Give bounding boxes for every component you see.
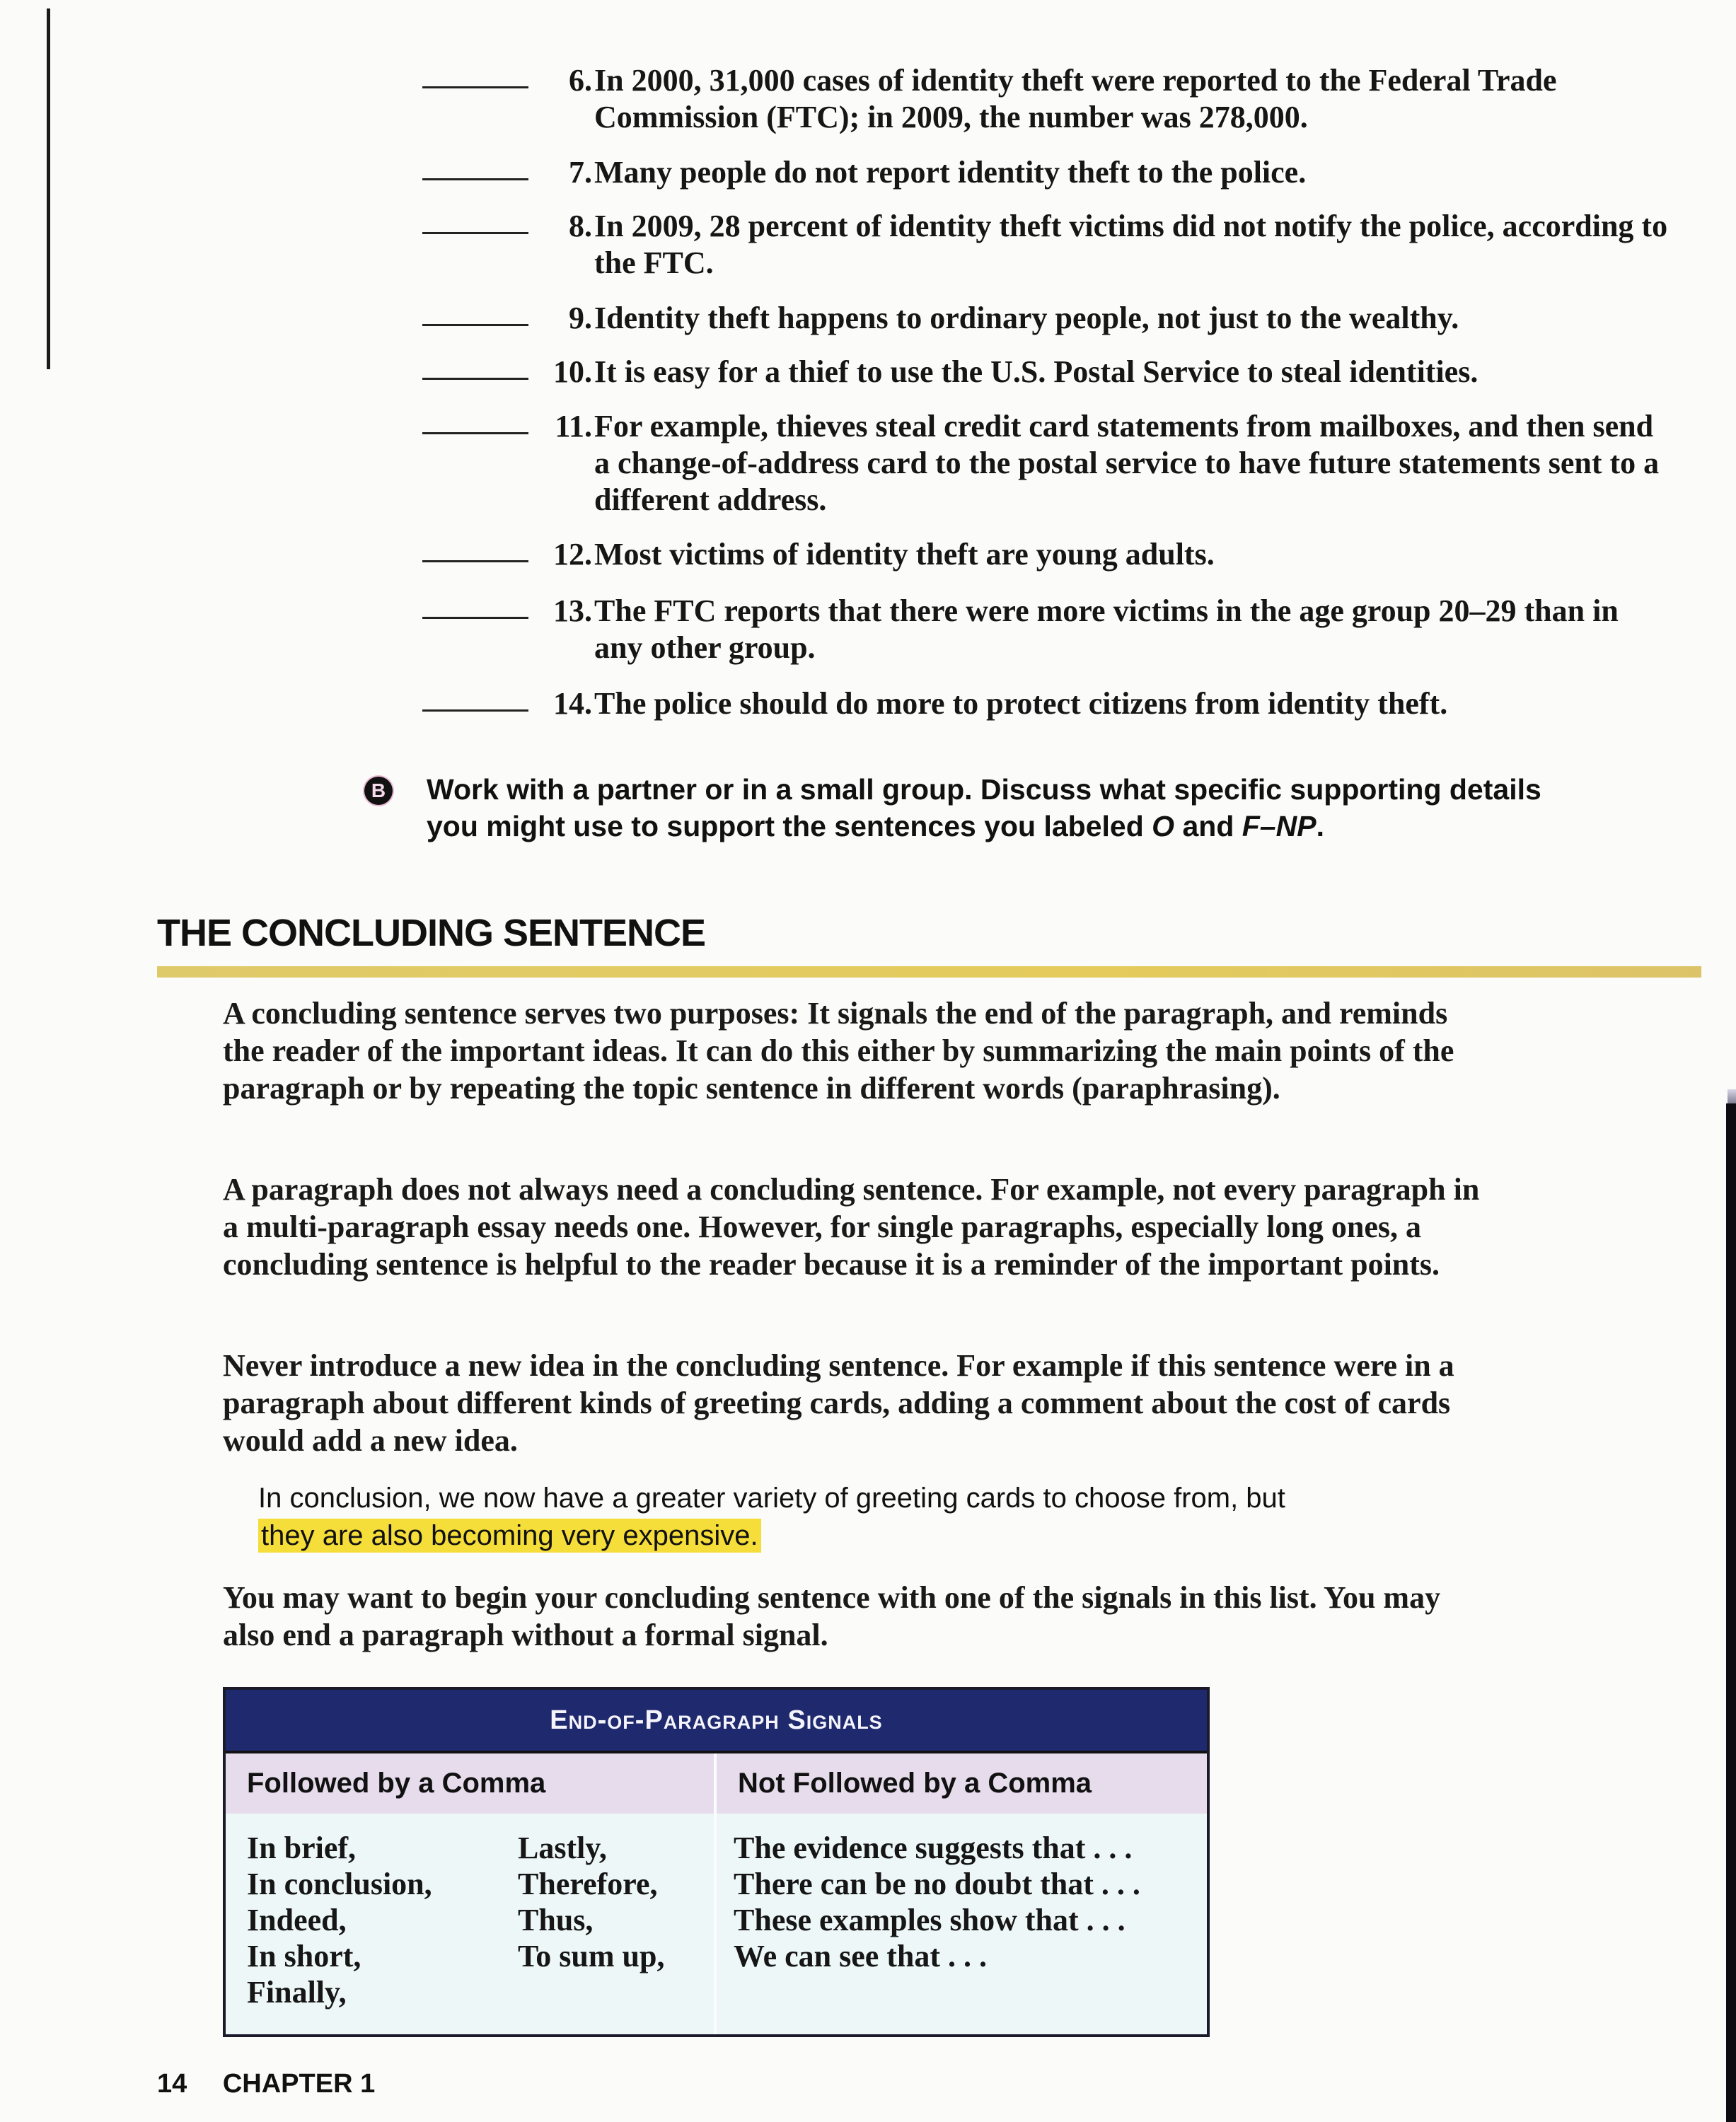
item-text: The police should do more to protect citizens from identity theft. (594, 686, 1448, 721)
item-text: For example, thieves steal credit card statements from mailboxes, and then send a change-of-address card to the postal service to have future statements sent to a different address. (594, 409, 1660, 517)
body-paragraph: A concluding sentence serves two purposes: It signals the end of the paragraph, and reminds the reader of the important ideas. It can do this either by summarizing the main points of the paragraph or by repeating the topic sentence in different words (paraphrasing). (223, 996, 1454, 1106)
item-number: 9. (569, 301, 592, 335)
item-text: In 2009, 28 percent of identity theft victims did not notify the police, according to the FTC. (594, 209, 1668, 280)
item-number: 11. (555, 409, 592, 443)
item-number: 8. (569, 209, 592, 243)
item-number: 12. (553, 537, 592, 572)
label-f-np: F–NP (1242, 810, 1317, 842)
item-number: 14. (553, 686, 592, 721)
item-text: Many people do not report identity theft to the police. (594, 155, 1307, 190)
instruction-text: and (1174, 810, 1242, 842)
end-of-paragraph-signals-table (223, 1687, 1210, 2037)
answer-blank[interactable] (422, 378, 528, 380)
section-heading: THE CONCLUDING SENTENCE (157, 912, 706, 954)
signal-phrase: In brief, (247, 1831, 356, 1865)
signal-phrase: There can be no doubt that . . . (734, 1867, 1140, 1901)
item-text: Identity theft happens to ordinary people, not just to the wealthy. (594, 301, 1459, 335)
answer-blank[interactable] (422, 178, 528, 180)
answer-blank[interactable] (422, 324, 528, 326)
signals-column-comma-1 (247, 1830, 432, 2010)
signal-phrase: These examples show that . . . (734, 1903, 1125, 1937)
answer-blank[interactable] (422, 232, 528, 234)
item-text: Most victims of identity theft are young adults. (594, 537, 1215, 572)
instruction-text: Work with a partner or in a small group. Discuss what specific supporting details you might use to support the sentences you labeled (427, 773, 1541, 842)
highlighted-new-idea: they are also becoming very expensive. (258, 1519, 761, 1553)
signals-column-no-comma (734, 1830, 1140, 1974)
item-number: 13. (553, 593, 592, 628)
answer-blank[interactable] (422, 86, 528, 88)
example-plain-text: In conclusion, we now have a greater variety of greeting cards to choose from, but (258, 1483, 1285, 1514)
signal-phrase: Finally, (247, 1975, 347, 2010)
item-text: The FTC reports that there were more victims in the age group 20–29 than in any other group. (594, 593, 1619, 665)
page-number: 14 (157, 2069, 187, 2099)
exercise-b-badge: B (364, 777, 393, 805)
body-paragraph: You may want to begin your concluding sentence with one of the signals in this list. You may also end a paragraph without a formal signal. (223, 1580, 1441, 1652)
signal-phrase: We can see that . . . (734, 1939, 988, 1973)
answer-blank[interactable] (422, 617, 528, 619)
signal-phrase: Thus, (518, 1903, 594, 1937)
item-number: 7. (569, 155, 592, 190)
label-o: O (1152, 810, 1175, 842)
signal-phrase: Lastly, (518, 1831, 607, 1865)
answer-blank[interactable] (422, 560, 528, 562)
body-paragraph: A paragraph does not always need a concluding sentence. For example, not every paragraph in a multi-paragraph essay needs one. However, for single paragraphs, especially long ones, a concluding sentence is helpful to the reader because it is a reminder of the important points. (223, 1172, 1480, 1282)
page-footer (157, 2069, 375, 2099)
column-header-not-followed-by-comma: Not Followed by a Comma (717, 1753, 1207, 1814)
signals-column-comma-2 (518, 1830, 665, 1974)
body-paragraph: Never introduce a new idea in the concluding sentence. For example if this sentence were in a paragraph about different kinds of greeting cards, adding a comment about the cost of cards would add a new idea. (223, 1348, 1454, 1458)
signal-phrase: In short, (247, 1939, 361, 1973)
item-text: It is easy for a thief to use the U.S. Postal Service to steal identities. (594, 354, 1479, 389)
signal-phrase: To sum up, (518, 1939, 665, 1973)
example-sentence (258, 1480, 1319, 1555)
signal-phrase: The evidence suggests that . . . (734, 1831, 1133, 1865)
item-number: 6. (569, 63, 592, 98)
table-title: End-of-Paragraph Signals (226, 1690, 1207, 1753)
page-gutter-line (47, 8, 50, 369)
signal-phrase: Indeed, (247, 1903, 347, 1937)
scan-edge-shadow (1726, 1103, 1736, 2122)
chapter-label: CHAPTER 1 (222, 2069, 376, 2099)
item-number: 10. (553, 354, 592, 389)
signal-phrase: Therefore, (518, 1867, 658, 1901)
item-text: In 2000, 31,000 cases of identity theft were reported to the Federal Trade Commission (FTC); in 2009, the number was 278,000. (594, 63, 1557, 134)
answer-blank[interactable] (422, 709, 528, 712)
column-divider (714, 1753, 717, 2034)
section-divider (157, 966, 1701, 978)
answer-blank[interactable] (422, 432, 528, 434)
exercise-b-instructions (427, 771, 1558, 845)
column-header-followed-by-comma: Followed by a Comma (226, 1753, 714, 1814)
signal-phrase: In conclusion, (247, 1867, 432, 1901)
instruction-text: . (1316, 810, 1324, 842)
